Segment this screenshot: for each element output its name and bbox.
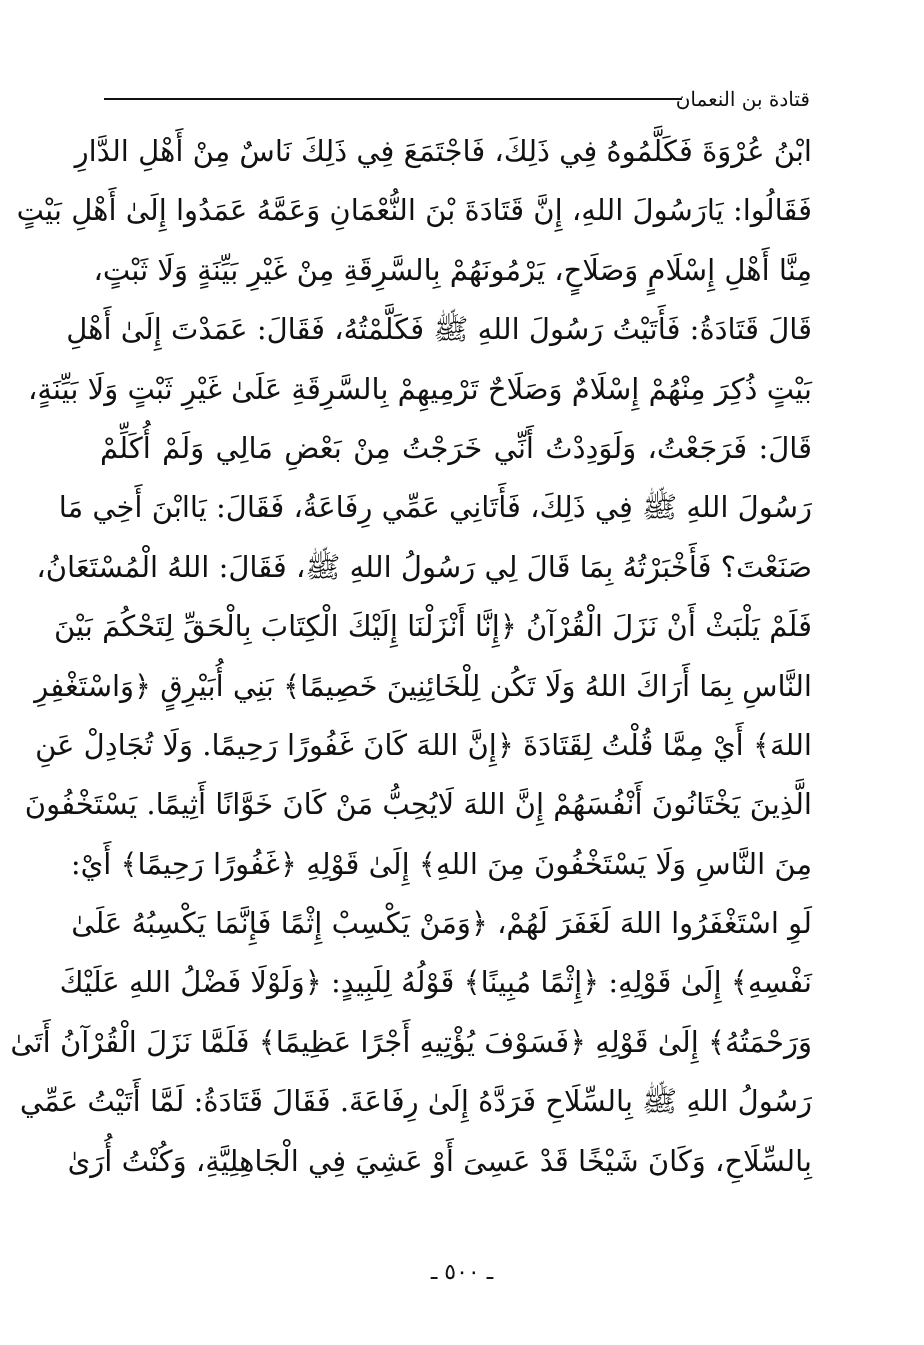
text-line: الَّذِينَ يَخْتَانُونَ أَنْفُسَهُمْ إِنَّ اللهَ لَايُحِبُّ مَنْ كَانَ خَوَّانًا أَثِيمًا. يَسْتَخْفُونَ	[24, 787, 812, 822]
text-line: رَسُولَ اللهِ ﷺ فِي ذَلِكَ، فَأَتَانِي عَمِّي رِفَاعَةُ، فَقَالَ: يَاابْنَ أَخِي مَا	[58, 490, 812, 525]
text-line: قَالَ: فَرَجَعْتُ، وَلَوَدِدْتُ أَنِّي خَرَجْتُ مِنْ بَعْضِ مَالِي وَلَمْ أُكَلِّمْ	[100, 430, 812, 465]
text-line: مِنَّا أَهْلِ إِسْلَامٍ وَصَلَاحٍ، يَرْمُونَهُمْ بِالسَّرِقَةِ مِنْ غَيْرِ بَيِّنَةٍ وَلَا ثَبْتٍ،	[93, 252, 812, 287]
running-header	[104, 84, 810, 116]
text-line: فَلَمْ يَلْبَثْ أَنْ نَزَلَ الْقُرْآنُ ﴿إِنَّا أَنْزَلْنَا إِلَيْكَ الْكِتَابَ بِالْحَقِّ لِتَحْكُمَ بَيْنَ	[53, 609, 812, 644]
text-line: اللهَ﴾ أَيْ مِمَّا قُلْتُ لِقَتَادَةَ ﴿إِنَّ اللهَ كَانَ غَفُورًا رَحِيمًا. وَلَا تُجَادِلْ عَنِ	[35, 727, 812, 762]
body-text	[10, 122, 812, 1191]
page-number: ـ ٥٠٠ ـ	[430, 1260, 494, 1285]
running-header-title: قتادة بن النعمان	[675, 87, 810, 111]
text-line: فَقَالُوا: يَارَسُولَ اللهِ، إِنَّ قَتَادَةَ بْنَ النُّعْمَانِ وَعَمَّهُ عَمَدُوا إِلَىٰ أَهْلِ بَيْتٍ	[16, 193, 812, 228]
text-line: النَّاسِ بِمَا أَرَاكَ اللهُ وَلَا تَكُن لِلْخَائِنِينَ خَصِيمًا﴾ بَنِي أُبَيْرِقٍ ﴿وَاسْتَغْفِرِ	[34, 668, 812, 703]
text-line: بَيْتٍ ذُكِرَ مِنْهُمْ إِسْلَامٌ وَصَلَاحٌ تَرْمِيهِمْ بِالسَّرِقَةِ عَلَىٰ غَيْرِ ثَبْتٍ وَلَا بَيِّنَةٍ،	[27, 371, 812, 406]
text-line: لَوِ اسْتَغْفَرُوا اللهَ لَغَفَرَ لَهُمْ، ﴿وَمَنْ يَكْسِبْ إِثْمًا فَإِنَّمَا يَكْسِبُهُ عَلَىٰ	[71, 906, 812, 941]
text-line: ابْنُ عُرْوَةَ فَكَلَّمُوهُ فِي ذَلِكَ، فَاجْتَمَعَ فِي ذَلِكَ نَاسٌ مِنْ أَهْلِ الدَّارِ	[74, 134, 812, 168]
header-rule	[104, 98, 682, 100]
text-line: وَرَحْمَتُهُ﴾ إِلَىٰ قَوْلِهِ ﴿فَسَوْفَ يُؤْتِيهِ أَجْرًا عَظِيمًا﴾ فَلَمَّا نَزَلَ الْقُرْآنُ أَتَىٰ	[10, 1024, 812, 1059]
text-line: رَسُولُ اللهِ ﷺ بِالسِّلَاحِ فَرَدَّهُ إِلَىٰ رِفَاعَةَ. فَقَالَ قَتَادَةُ: لَمَّا أَتَيْتُ عَمِّي	[19, 1084, 812, 1119]
text-line: مِنَ النَّاسِ وَلَا يَسْتَخْفُونَ مِنَ اللهِ﴾ إِلَىٰ قَوْلِهِ ﴿غَفُورًا رَحِيمًا﴾ أَيْ:	[70, 846, 812, 881]
text-line: صَنَعْتَ؟ فَأَخْبَرْتُهُ بِمَا قَالَ لِي رَسُولُ اللهِ ﷺ، فَقَالَ: اللهُ الْمُسْتَعَانُ،	[36, 549, 812, 584]
text-line: نَفْسِهِ﴾ إِلَىٰ قَوْلِهِ: ﴿إِثْمًا مُبِينًا﴾ قَوْلُهُ لِلَبِيدٍ: ﴿وَلَوْلَا فَضْلُ اللهِ عَلَيْكَ	[59, 965, 812, 1000]
text-line: قَالَ قَتَادَةُ: فَأَتَيْتُ رَسُولَ اللهِ ﷺ فَكَلَّمْتُهُ، فَقَالَ: عَمَدْتَ إِلَىٰ أَهْلِ	[66, 312, 812, 347]
text-line: بِالسِّلَاحِ، وَكَانَ شَيْخًا قَدْ عَسِىَ أَوْ عَشِيَ فِي الْجَاهِلِيَّةِ، وَكُنْتُ أُرَىٰ	[67, 1143, 812, 1178]
